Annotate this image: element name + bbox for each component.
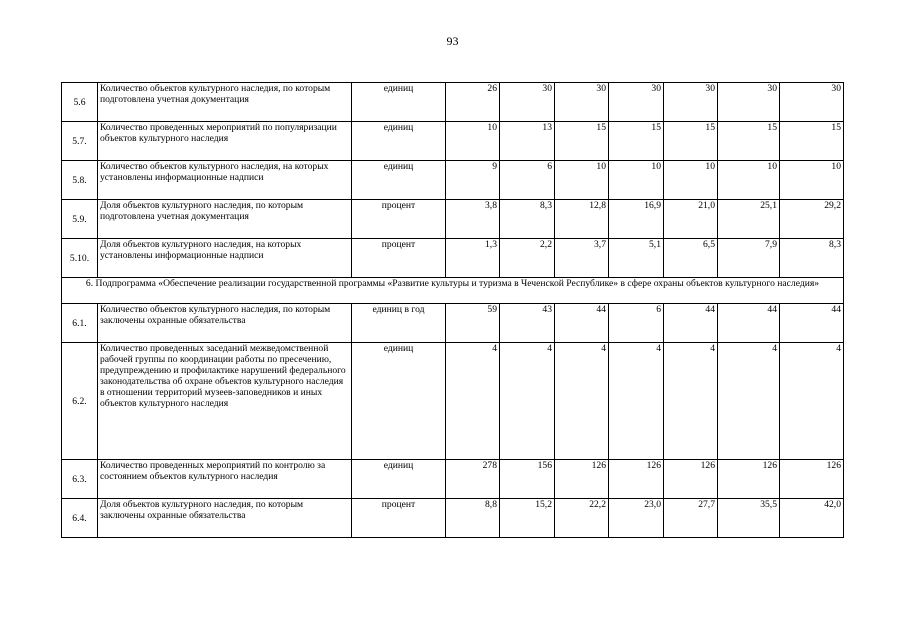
indicator-name: Доля объектов культурного наследия, по которым заключены охранные обязательства	[98, 499, 352, 538]
table-row	[62, 239, 844, 278]
row-number: 5.10.	[62, 239, 98, 278]
value-cell: 44	[718, 304, 780, 343]
table-row	[62, 83, 844, 122]
value-cell: 278	[446, 460, 500, 499]
value-cell: 30	[555, 83, 609, 122]
unit-cell: процент	[352, 239, 446, 278]
value-cell: 15	[609, 122, 664, 161]
value-cell: 15	[718, 122, 780, 161]
indicator-name: Количество объектов культурного наследия, по которым заключены охранные обязательства	[98, 304, 352, 343]
table-row	[62, 200, 844, 239]
row-number: 5.8.	[62, 161, 98, 200]
value-cell: 9	[446, 161, 500, 200]
indicators-table	[61, 82, 844, 538]
value-cell: 10	[609, 161, 664, 200]
table-row	[62, 343, 844, 460]
indicator-name: Количество проведенных заседаний межведомственной рабочей группы по координации работы по пресечению, предупреждению и профилактике нарушений федерального законодательства об охране объектов культурного наследия в отношении территорий музеев-заповедников и иных объектов культурного наследия	[98, 343, 352, 460]
unit-cell: единиц	[352, 83, 446, 122]
value-cell: 15	[555, 122, 609, 161]
indicator-name: Количество объектов культурного наследия, по которым подготовлена учетная документация	[98, 83, 352, 122]
table-row	[62, 122, 844, 161]
unit-cell: единиц	[352, 343, 446, 460]
value-cell: 4	[664, 343, 718, 460]
indicator-name: Доля объектов культурного наследия, на которых установлены информационные надписи	[98, 239, 352, 278]
value-cell: 6	[500, 161, 555, 200]
section-header: 6. Подпрограмма «Обеспечение реализации государственной программы «Развитие культуры и туризма в Чеченской Республике» в сфере охраны объектов культурного наследия»	[62, 278, 844, 304]
value-cell: 4	[500, 343, 555, 460]
unit-cell: процент	[352, 200, 446, 239]
value-cell: 23,0	[609, 499, 664, 538]
value-cell: 12,8	[555, 200, 609, 239]
value-cell: 4	[718, 343, 780, 460]
value-cell: 15	[664, 122, 718, 161]
value-cell: 25,1	[718, 200, 780, 239]
value-cell: 10	[718, 161, 780, 200]
value-cell: 8,3	[780, 239, 844, 278]
value-cell: 13	[500, 122, 555, 161]
indicator-name: Количество проведенных мероприятий по популяризации объектов культурного наследия	[98, 122, 352, 161]
value-cell: 21,0	[664, 200, 718, 239]
value-cell: 10	[664, 161, 718, 200]
indicator-name: Количество объектов культурного наследия, на которых установлены информационные надписи	[98, 161, 352, 200]
section-row	[62, 278, 844, 304]
value-cell: 26	[446, 83, 500, 122]
value-cell: 126	[555, 460, 609, 499]
indicator-name: Количество проведенных мероприятий по контролю за состоянием объектов культурного наследия	[98, 460, 352, 499]
value-cell: 4	[609, 343, 664, 460]
value-cell: 29,2	[780, 200, 844, 239]
value-cell: 126	[609, 460, 664, 499]
value-cell: 35,5	[718, 499, 780, 538]
value-cell: 8,8	[446, 499, 500, 538]
value-cell: 15,2	[500, 499, 555, 538]
value-cell: 44	[664, 304, 718, 343]
value-cell: 1,3	[446, 239, 500, 278]
value-cell: 4	[780, 343, 844, 460]
page-number: 93	[446, 34, 459, 48]
row-number: 6.2.	[62, 343, 98, 460]
value-cell: 156	[500, 460, 555, 499]
value-cell: 10	[446, 122, 500, 161]
row-number: 6.4.	[62, 499, 98, 538]
unit-cell: единиц	[352, 161, 446, 200]
value-cell: 5,1	[609, 239, 664, 278]
value-cell: 4	[446, 343, 500, 460]
table-row	[62, 161, 844, 200]
value-cell: 126	[780, 460, 844, 499]
value-cell: 27,7	[664, 499, 718, 538]
value-cell: 42,0	[780, 499, 844, 538]
value-cell: 30	[500, 83, 555, 122]
value-cell: 30	[609, 83, 664, 122]
value-cell: 15	[780, 122, 844, 161]
value-cell: 6,5	[664, 239, 718, 278]
row-number: 6.1.	[62, 304, 98, 343]
table-row	[62, 499, 844, 538]
value-cell: 10	[780, 161, 844, 200]
value-cell: 4	[555, 343, 609, 460]
value-cell: 59	[446, 304, 500, 343]
row-number: 6.3.	[62, 460, 98, 499]
value-cell: 44	[555, 304, 609, 343]
value-cell: 30	[664, 83, 718, 122]
value-cell: 30	[718, 83, 780, 122]
value-cell: 22,2	[555, 499, 609, 538]
value-cell: 43	[500, 304, 555, 343]
unit-cell: единиц в год	[352, 304, 446, 343]
row-number: 5.7.	[62, 122, 98, 161]
unit-cell: единиц	[352, 122, 446, 161]
value-cell: 10	[555, 161, 609, 200]
table-row	[62, 460, 844, 499]
unit-cell: процент	[352, 499, 446, 538]
value-cell: 3,7	[555, 239, 609, 278]
indicator-name: Доля объектов культурного наследия, по которым подготовлена учетная документация	[98, 200, 352, 239]
value-cell: 6	[609, 304, 664, 343]
row-number: 5.6	[62, 83, 98, 122]
unit-cell: единиц	[352, 460, 446, 499]
value-cell: 16,9	[609, 200, 664, 239]
value-cell: 3,8	[446, 200, 500, 239]
value-cell: 30	[780, 83, 844, 122]
value-cell: 8,3	[500, 200, 555, 239]
value-cell: 126	[718, 460, 780, 499]
value-cell: 7,9	[718, 239, 780, 278]
table-row	[62, 304, 844, 343]
value-cell: 2,2	[500, 239, 555, 278]
row-number: 5.9.	[62, 200, 98, 239]
value-cell: 44	[780, 304, 844, 343]
value-cell: 126	[664, 460, 718, 499]
